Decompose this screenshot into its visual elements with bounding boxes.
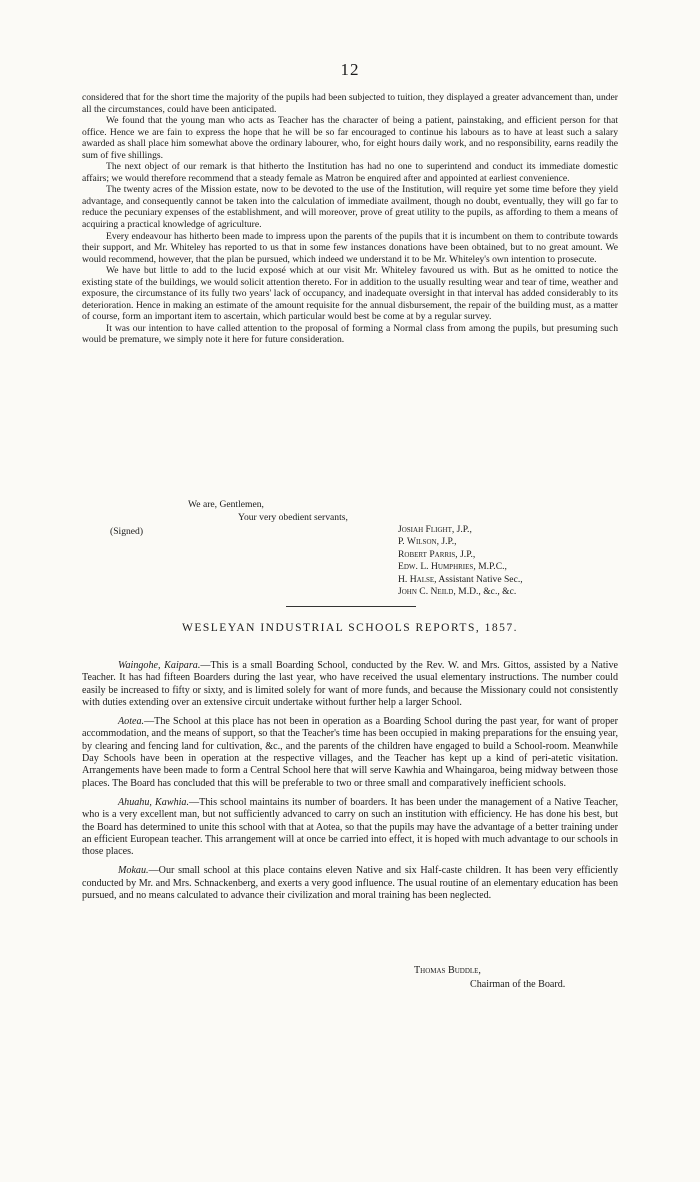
chairman-name: Thomas Buddle, bbox=[414, 965, 481, 976]
section-heading: WESLEYAN INDUSTRIAL SCHOOLS REPORTS, 1857. bbox=[182, 622, 518, 634]
signatory: John C. Neild, M.D., &c., &c. bbox=[398, 586, 517, 598]
closing-servants: Your very obedient servants, bbox=[238, 512, 348, 523]
signatory-list bbox=[398, 524, 523, 598]
school-paragraph: Aotea.—The School at this place has not been in operation as a Boarding School during the past year, for want of proper accommodation, and the means of support, so that the Teacher's time has been occupied in making preparations for the ensuing year, by clearing and fencing land for cultivation, &c., and the parents of the children have engaged to build a School-room. Meanwhile Day Schools have been in operation at the respective villages, and the Teacher has kept up a kind of peri-atetic visitation. Arrangements have been made to form a Central School here that will serve Kawhia and Whaingaroa, being midway between those places. The Board has concluded that this will be preferable to two or three small and comparatively inefficient schools. bbox=[82, 716, 618, 789]
school-paragraph: Waingohe, Kaipara.—This is a small Boarding School, conducted by the Rev. W. and Mrs. Gittos, assisted by a Native Teacher. It has had fifteen Boarders during the last year, who have received the usual elementary instructions. The number could easily be increased to fifty or sixty, and is limited solely for want of more funds, and because the Missionary could not consistently with duties extending over an extensive circuit undertake without further help a larger School. bbox=[82, 660, 618, 708]
page-number: 12 bbox=[340, 60, 360, 79]
commissioners-report bbox=[82, 92, 618, 346]
signatory: H. Halse, Assistant Native Sec., bbox=[398, 573, 523, 585]
signatory: Josiah Flight, J.P., bbox=[398, 524, 472, 535]
signatory: Edw. L. Humphries, M.P.C., bbox=[398, 561, 507, 573]
signatory: Robert Parris, J.P., bbox=[398, 548, 476, 560]
report-paragraph: considered that for the short time the majority of the pupils had been subjected to tuition, they displayed a greater advancement than, under all the circumstances, could have been anticipated. bbox=[82, 92, 618, 115]
school-name: Ahuahu, Kawhia. bbox=[118, 796, 189, 808]
report-paragraph: Every endeavour has hitherto been made to impress upon the parents of the pupils that it is incumbent on them to contribute towards their support, and Mr. Whiteley has reported to us that in some few instances donations have been obtained, but to no great amount. We would recommend, however, that the plan be pursued, which indeed we understand it to be Mr. Whiteley's own intention to prosecute. bbox=[82, 230, 618, 265]
report-paragraph: The twenty acres of the Mission estate, now to be devoted to the use of the Institution, will require yet some time before they yield advantage, and consequently cannot be taken into the calculation of immediate availment, though no doubt, eventually, they will go far to reduce the pecuniary expenses of the establishment, and will moreover, prove of great utility to the pupils, as affording to them a means of acquiring a practical knowledge of agriculture. bbox=[82, 184, 618, 231]
school-name: Aotea. bbox=[118, 716, 145, 728]
chairman-title: Chairman of the Board. bbox=[470, 979, 566, 990]
school-paragraph: Ahuahu, Kawhia.—This school maintains its number of boarders. It has been under the management of a Native Teacher, who is a very excellent man, but not sufficiently advanced to carry on such an institution with efficiency. He has done his best, but the Board has determined to unite this school with that at Aotea, so that the pupils may have the advantage of a better training under an efficient European teacher. This arrangement will at once be carried into effect, it is hoped with much advantage to our schools in those places. bbox=[82, 796, 618, 858]
report-paragraph: It was our intention to have called attention to the proposal of forming a Normal class from among the pupils, but presuming such would be premature, we simply note it here for future consideration. bbox=[82, 322, 618, 346]
school-name: Mokau. bbox=[118, 865, 149, 877]
report-paragraph: We found that the young man who acts as Teacher has the character of being a patient, painstaking, and efficient person for that office. Hence we are fain to express the hope that he will be so far encouraged to continue his labours as to have at least such a salary awarded as shall place him somewhat above the ordinary labourer, who, for eight hours daily work, and no responsibility, earns readily the sum of five shillings. bbox=[82, 115, 618, 161]
report-paragraph: We have but little to add to the lucid exposé which at our visit Mr. Whiteley favoured us with. But as he omitted to notice the existing state of the buildings, we would solicit attention thereto. For in addition to the usually resulting wear and tear of time, weather and exposure, the circumstance of its fully two years' lack of occupancy, and inadequate oversight in that interval has added considerably to its deterioration. Hence in making an estimate of the amount requisite for the annual disbursement, the repair of the building must, as a matter of course, form an important item to ascertain, which particular would best be come at by a regular survey. bbox=[82, 265, 618, 323]
closing-salutation: We are, Gentlemen, bbox=[188, 499, 264, 510]
school-paragraph: Mokau.—Our small school at this place contains eleven Native and six Half-caste children. It has been very efficiently conducted by Mr. and Mrs. Schnackenberg, and exerts a very good influence. The usual routine of an elementary education has been pursued, and no means calculated to advance their civilization and moral training has been neglected. bbox=[82, 865, 618, 902]
wesleyan-report bbox=[82, 660, 618, 909]
section-divider bbox=[286, 606, 416, 607]
signed-label: (Signed) bbox=[110, 526, 144, 537]
school-name: Waingohe, Kaipara. bbox=[118, 660, 201, 671]
signatory: P. Wilson, J.P., bbox=[398, 536, 457, 548]
report-paragraph: The next object of our remark is that hitherto the Institution has had no one to superintend and conduct its immediate domestic affairs; we would therefore recommend that a steady female as Matron be enquired after and appointed at earliest convenience. bbox=[82, 161, 618, 184]
